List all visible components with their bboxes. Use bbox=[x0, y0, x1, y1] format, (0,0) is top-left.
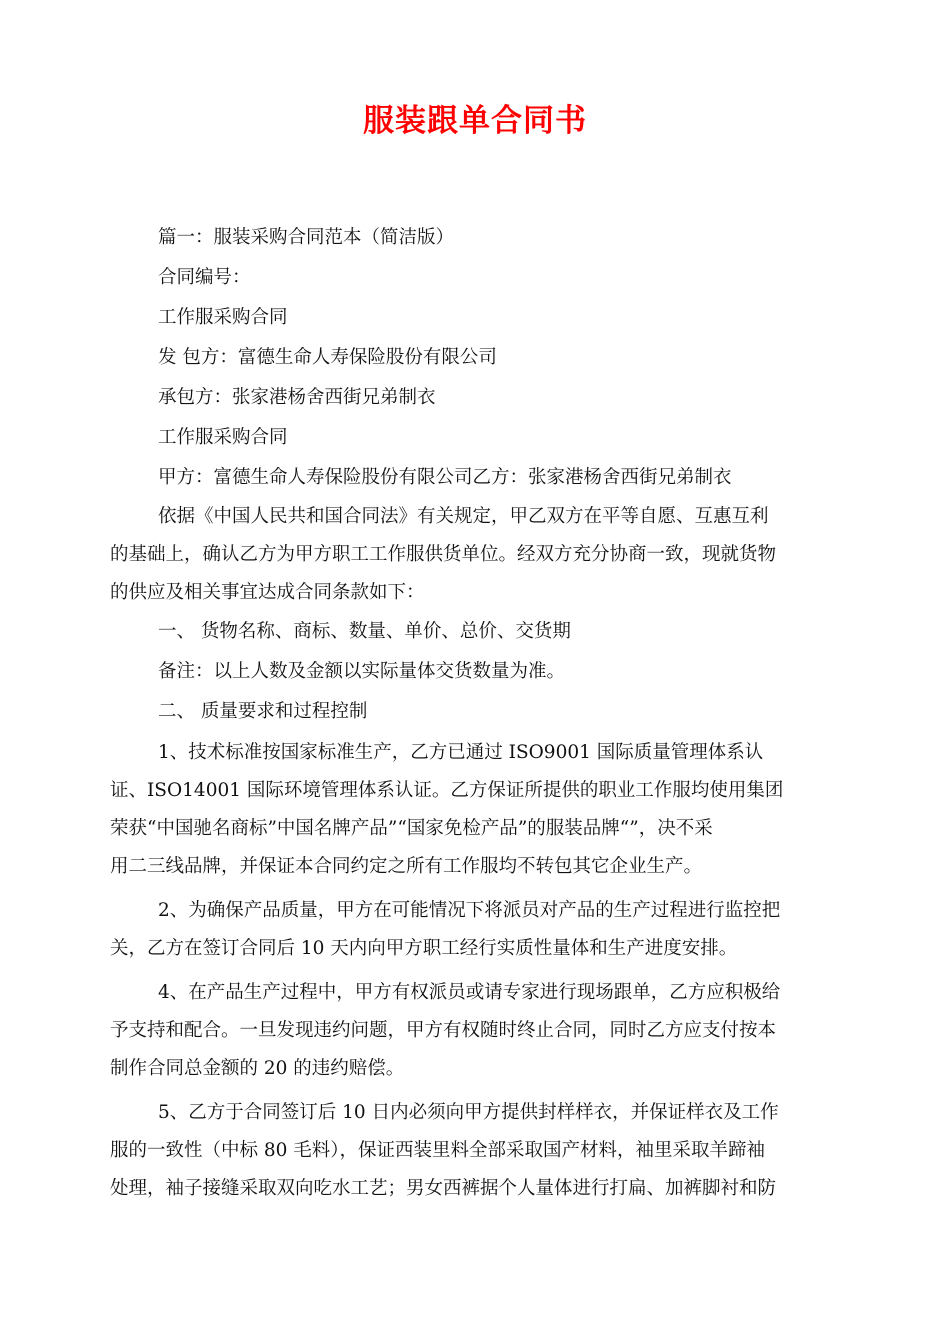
note-line: 备注：以上人数及金额以实际量体交货数量为准。 bbox=[158, 661, 566, 682]
paragraph-line: 荣获“中国驰名商标”中国名牌产品”“国家免检产品”的服装品牌“”，决不采 bbox=[110, 818, 713, 839]
paragraph-line: 用二三线品牌，并保证本合同约定之所有工作服均不转包其它企业生产。 bbox=[110, 856, 703, 877]
paragraph-line: 依据《中国人民共和国合同法》有关规定，甲乙双方在平等自愿、互惠互利 bbox=[158, 506, 769, 527]
clause-2 bbox=[110, 892, 845, 968]
document-title: 服装跟单合同书 bbox=[363, 103, 587, 139]
header-line: 承包方：张家港杨舍西街兄弟制衣 bbox=[158, 387, 436, 408]
paragraph-line: 处理，袖子接缝采取双向吃水工艺；男女西裤据个人量体进行打扁、加裤脚衬和防 bbox=[110, 1178, 777, 1199]
header-line: 发 包方：富德生命人寿保险股份有限公司 bbox=[158, 347, 497, 368]
intro-paragraph bbox=[110, 498, 845, 612]
header-line: 工作服采购合同 bbox=[158, 427, 288, 448]
clause-4 bbox=[110, 974, 845, 1088]
header-line: 合同编号： bbox=[158, 267, 251, 288]
header-line: 工作服采购合同 bbox=[158, 307, 288, 328]
paragraph-line: 予支持和配合。一旦发现违约问题，甲方有权随时终止合同，同时乙方应支付按本 bbox=[110, 1020, 777, 1041]
paragraph-line: 关，乙方在签订合同后 10 天内向甲方职工经行实质性量体和生产进度安排。 bbox=[110, 938, 738, 959]
document-body bbox=[110, 218, 845, 1208]
paragraph-line: 的基础上，确认乙方为甲方职工工作服供货单位。经双方充分协商一致，现就货物 bbox=[110, 544, 777, 565]
paragraph-line: 5、乙方于合同签订后 10 日内必须向甲方提供封样样衣，并保证样衣及工作 bbox=[158, 1102, 779, 1123]
paragraph-line: 的供应及相关事宜达成合同条款如下： bbox=[110, 582, 425, 603]
paragraph-line: 4、在产品生产过程中，甲方有权派员或请专家进行现场跟单，乙方应积极给 bbox=[158, 982, 781, 1003]
paragraph-line: 1、技术标准按国家标准生产，乙方已通过 ISO9001 国际质量管理体系认 bbox=[158, 742, 764, 763]
header-line: 篇一：服装采购合同范本（简洁版） bbox=[158, 227, 455, 248]
section-heading: 一、 货物名称、商标、数量、单价、总价、交货期 bbox=[158, 621, 571, 642]
paragraph-line: 服的一致性（中标 80 毛料），保证西装里料全部采取国产材料，袖里采取羊蹄袖 bbox=[110, 1140, 766, 1161]
paragraph-line: 2、为确保产品质量，甲方在可能情况下将派员对产品的生产过程进行监控把 bbox=[158, 900, 781, 921]
section-heading: 二、 质量要求和过程控制 bbox=[158, 701, 368, 722]
clause-1 bbox=[110, 734, 845, 886]
paragraph-line: 证、ISO14001 国际环境管理体系认证。乙方保证所提供的职业工作服均使用集团 bbox=[110, 780, 784, 801]
clause-5 bbox=[110, 1094, 845, 1208]
header-line: 甲方：富德生命人寿保险股份有限公司乙方：张家港杨舍西街兄弟制衣 bbox=[158, 467, 732, 488]
paragraph-line: 制作合同总金额的 20 的违约赔偿。 bbox=[110, 1058, 405, 1079]
